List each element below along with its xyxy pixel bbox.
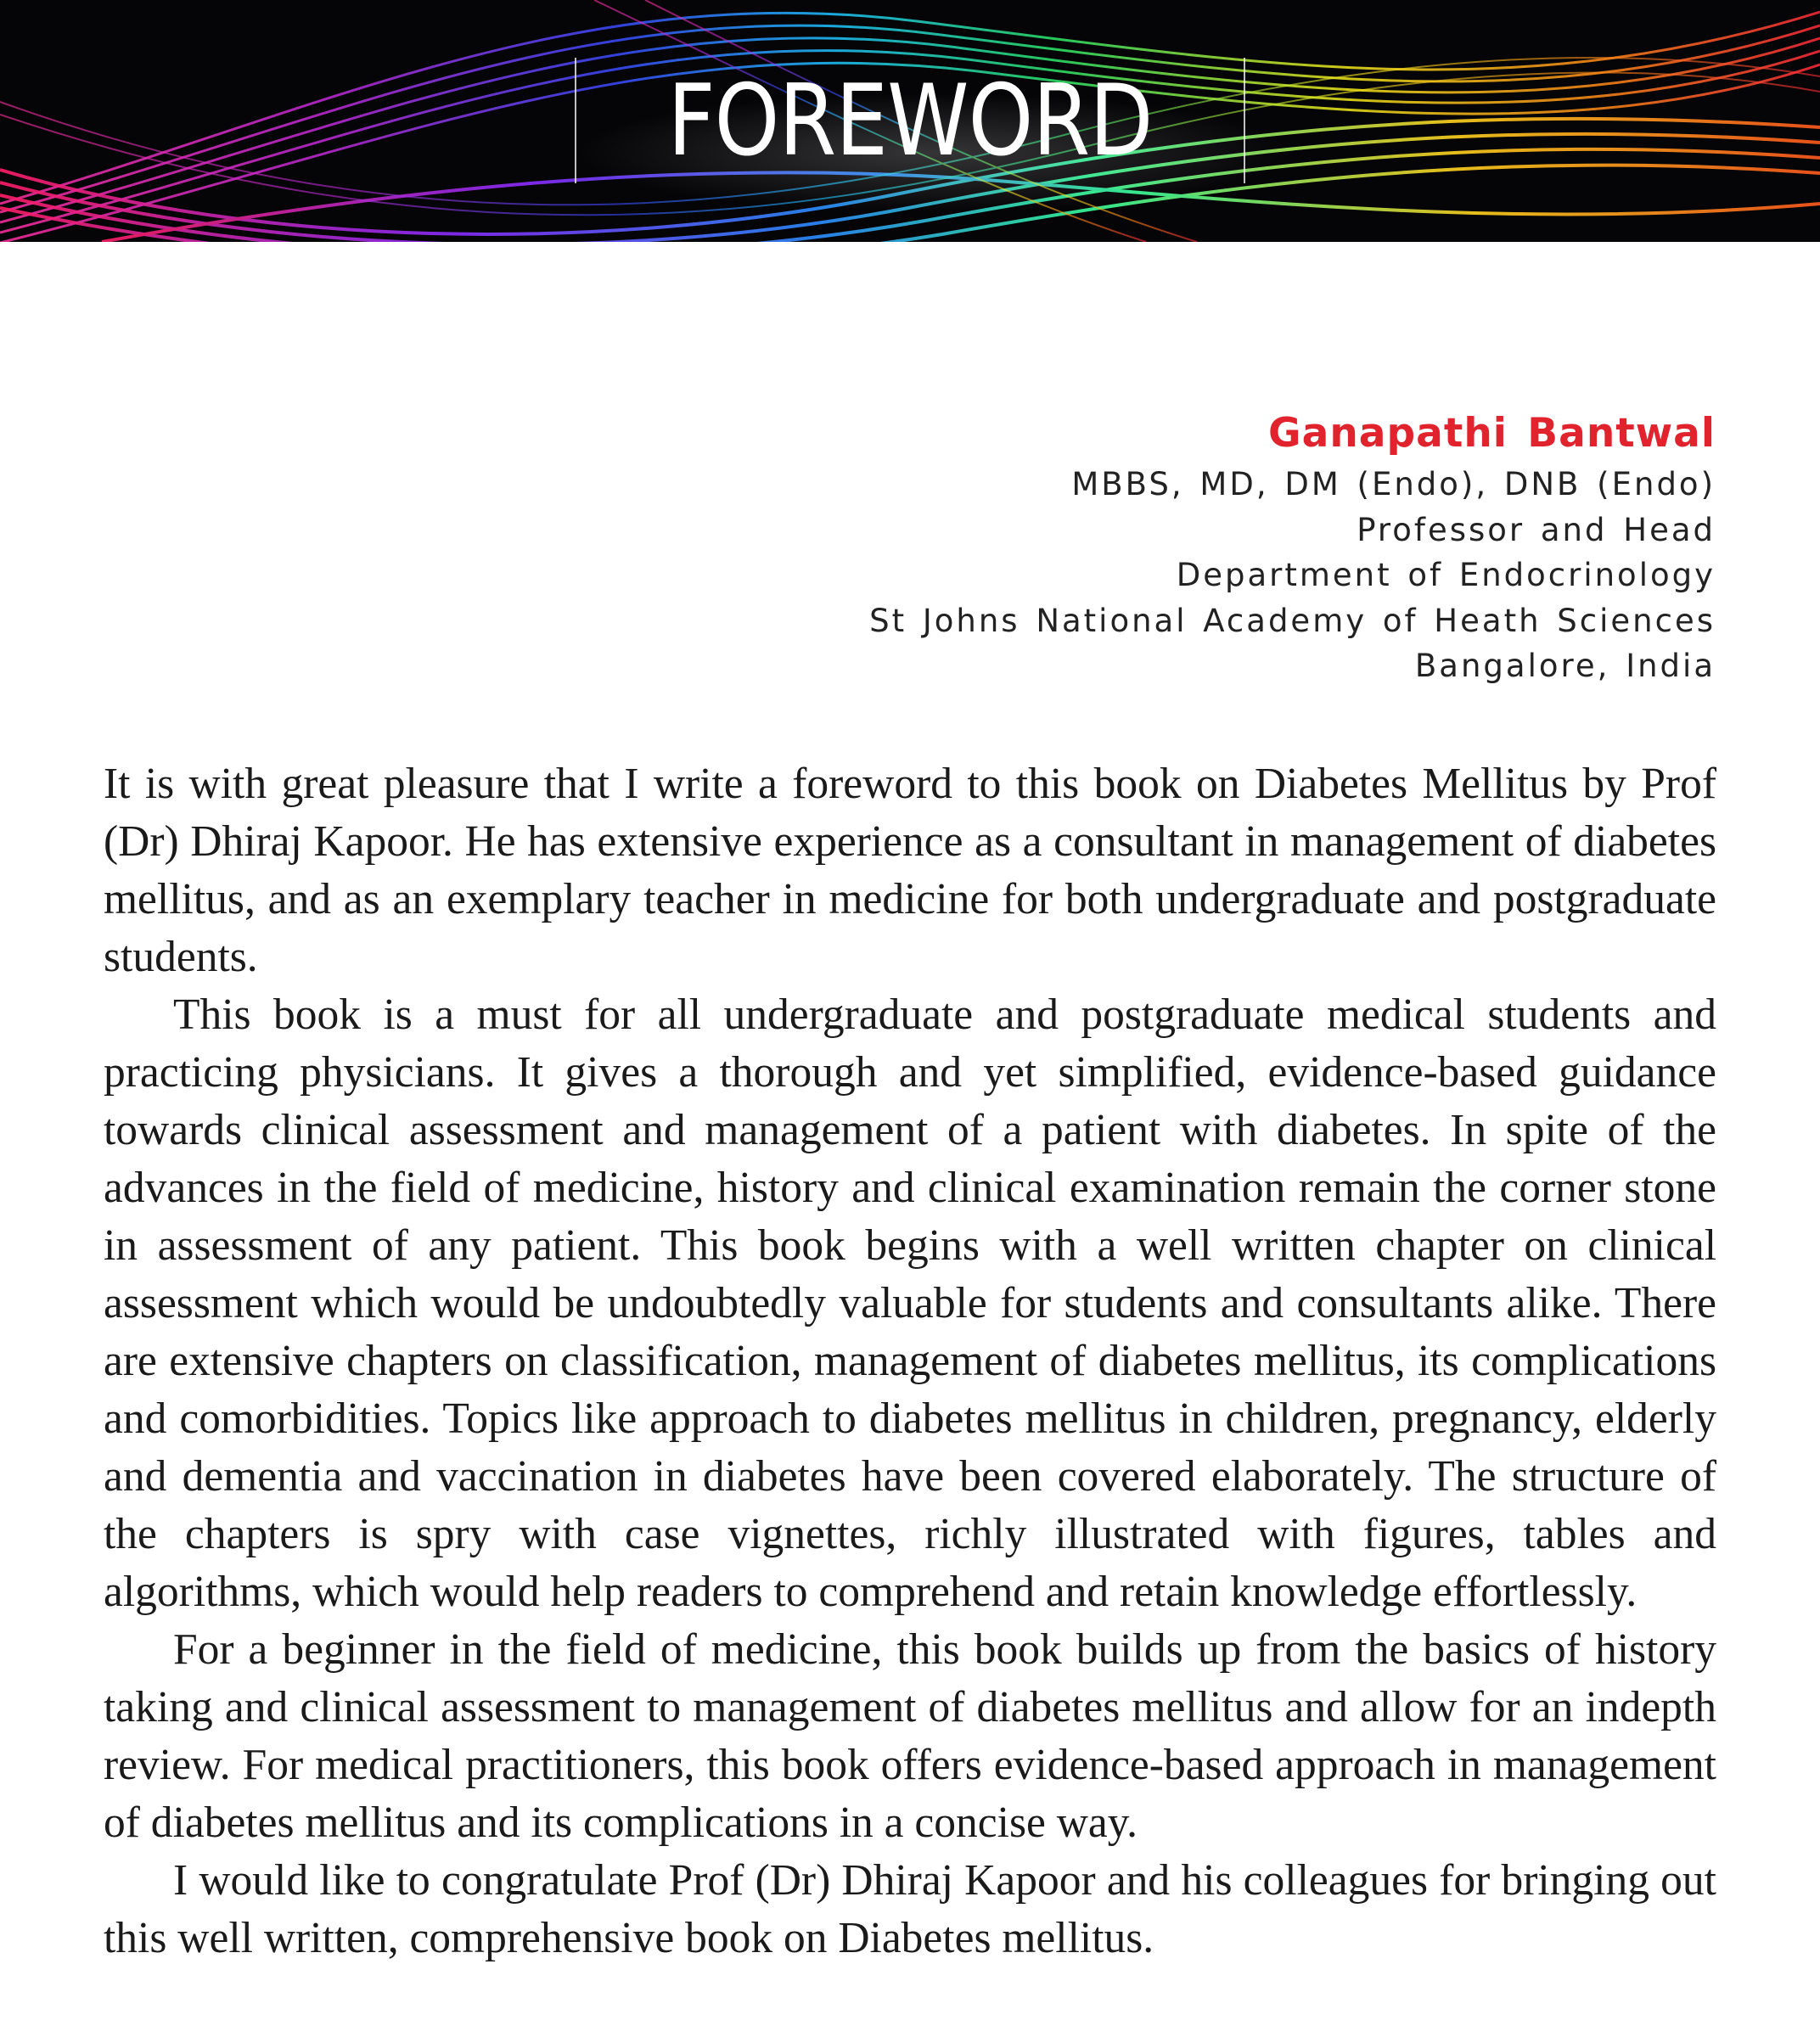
foreword-body <box>104 755 1716 1967</box>
author-department: Department of Endocrinology <box>1176 557 1716 593</box>
author-signature <box>697 406 1716 689</box>
paragraph: It is with great pleasure that I write a foreword to this book on Diabetes Mellitus by Prof (Dr) Dhiraj Kapoor. He has extensive experience as a consultant in management of diabetes mellitus, and as an exemplary teacher in medicine for both undergraduate and postgraduate students. <box>104 760 1716 981</box>
author-name: Ganapathi Bantwal <box>1268 410 1716 457</box>
paragraph: I would like to congratulate Prof (Dr) Dhiraj Kapoor and his colleagues for bringing out this well written, comprehensive book on Diabetes mellitus. <box>104 1856 1716 1962</box>
author-location: Bangalore, India <box>1414 648 1716 684</box>
author-position: Professor and Head <box>1357 511 1716 548</box>
paragraph: For a beginner in the field of medicine, this book builds up from the basics of history taking and clinical assessment to management of diabetes mellitus and allow for an indepth review. For medical practitioners, this book offers evidence-based approach in management of diabetes mellitus and its complications in a concise way. <box>104 1625 1716 1847</box>
paragraph: This book is a must for all undergraduate and postgraduate medical students and practicing physicians. It gives a thorough and yet simplified, evidence-based guidance towards clinical assessment and management of a patient with diabetes. In spite of the advances in the field of medicine, history and clinical examination remain the corner stone in assessment of any patient. This book begins with a well written chapter on clinical assessment which would be undoubtedly valuable for students and consultants alike. There are extensive chapters on classification, management of diabetes mellitus, its complications and comorbidities. Topics like approach to diabetes mellitus in children, pregnancy, elderly and dementia and vaccination in diabetes have been covered elaborately. The structure of the chapters is spry with case vignettes, richly illustrated with figures, tables and algorithms, which would help readers to comprehend and retain knowledge effortlessly. <box>104 990 1716 1616</box>
page-title: FOREWORD <box>667 64 1153 178</box>
author-institution: St Johns National Academy of Heath Sciences <box>869 602 1716 639</box>
header-banner <box>0 0 1820 242</box>
author-degrees: MBBS, MD, DM (Endo), DNB (Endo) <box>1071 466 1716 502</box>
